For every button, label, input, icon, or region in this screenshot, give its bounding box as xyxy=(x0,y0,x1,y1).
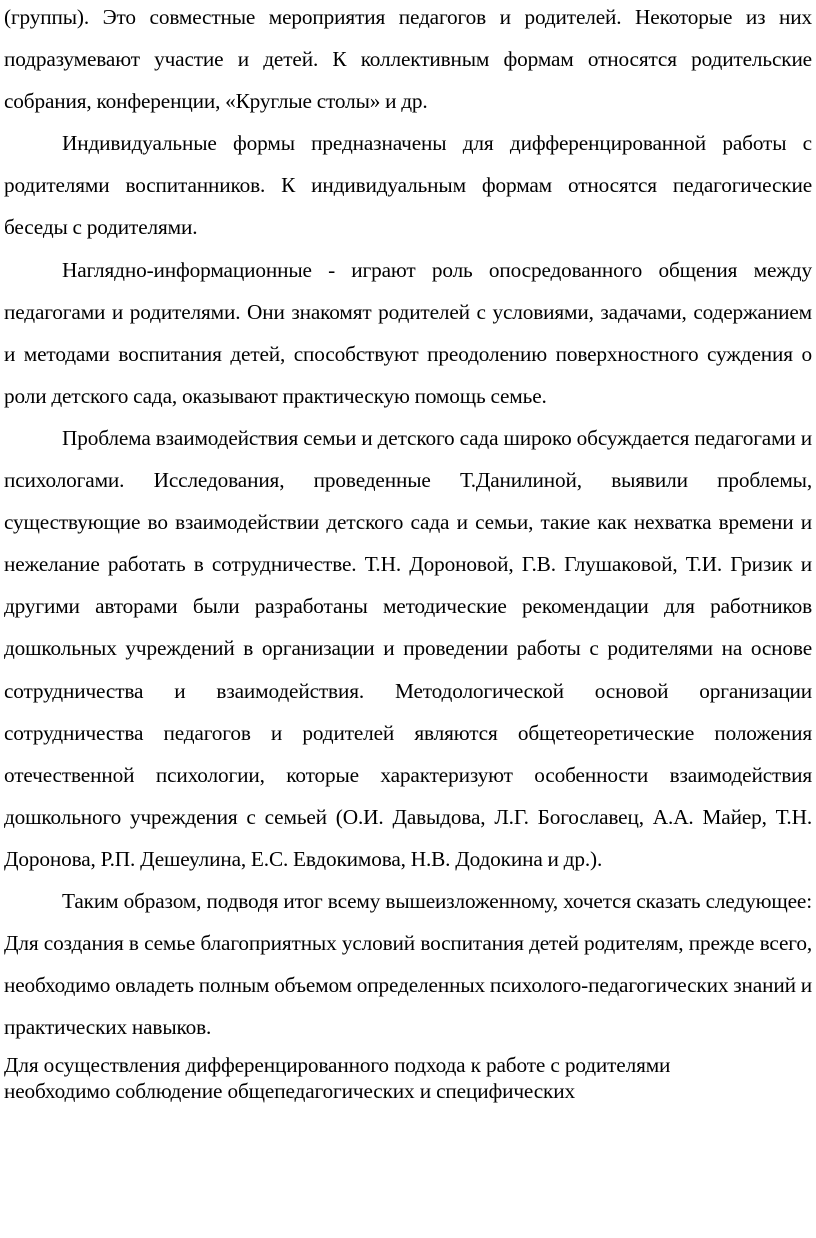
paragraph-individual-forms: Индивидуальные формы предназначены для дифференцированной работы с родителями воспитанников. К индивидуальным формам относятся педагогические беседы с родителями. xyxy=(4,131,812,240)
paragraph-visual-informational: Наглядно-информационные - играют роль опосредованного общения между педагогами и родителями. Они знакомят родителей с условиями, задачами, содержанием и методами воспитания детей, способствуют преодолению поверхностного суждения о роли детского сада, оказывают практическую помощь семье. xyxy=(4,257,812,408)
paragraph-differentiated-approach xyxy=(4,1052,812,1104)
text-line: необходимо соблюдение общепедагогических и специфических xyxy=(4,1079,575,1104)
paragraph-interaction-problem: Проблема взаимодействия семьи и детского сада широко обсуждается педагогами и психологами. Исследования, проведенные Т.Данилиной, выявили проблемы, существующие во взаимодействии детского сада и семьи, такие как нехватка времени и нежелание работать в сотрудничестве. Т.Н. Дороновой, Г.В. Глушаковой, Т.И. Гризик и другими авторами были разработаны методические рекомендации для работников дошкольных учреждений в организации и проведении работы с родителями на основе сотрудничества и взаимодействия. Методологической основой организации сотрудничества педагогов и родителей являются общетеоретические положения отечественной психологии, которые характеризуют особенности взаимодействия дошкольного учреждения с семьей (О.И. Давыдова, Л.Г. Богославец, А.А. Майер, Т.Н. Доронова, Р.П. Дешеулина, Е.С. Евдокимова, Н.В. Додокина и др.). xyxy=(4,425,812,871)
paragraph-conclusion: Таким образом, подводя итог всему вышеизложенному, хочется сказать следующее: Для создания в семье благоприятных условий воспитания детей родителям, прежде всего, необходимо овладеть полным объемом определенных психолого-педагогических знаний и практических навыков. xyxy=(4,888,812,1040)
paragraph-group-forms: (группы). Это совместные мероприятия педагогов и родителей. Некоторые из них подразумевают участие и детей. К коллективным формам относятся родительские собрания, конференции, «Круглые столы» и др. xyxy=(4,5,812,114)
text-line: Для осуществления дифференцированного подхода к работе с родителями xyxy=(4,1053,671,1078)
